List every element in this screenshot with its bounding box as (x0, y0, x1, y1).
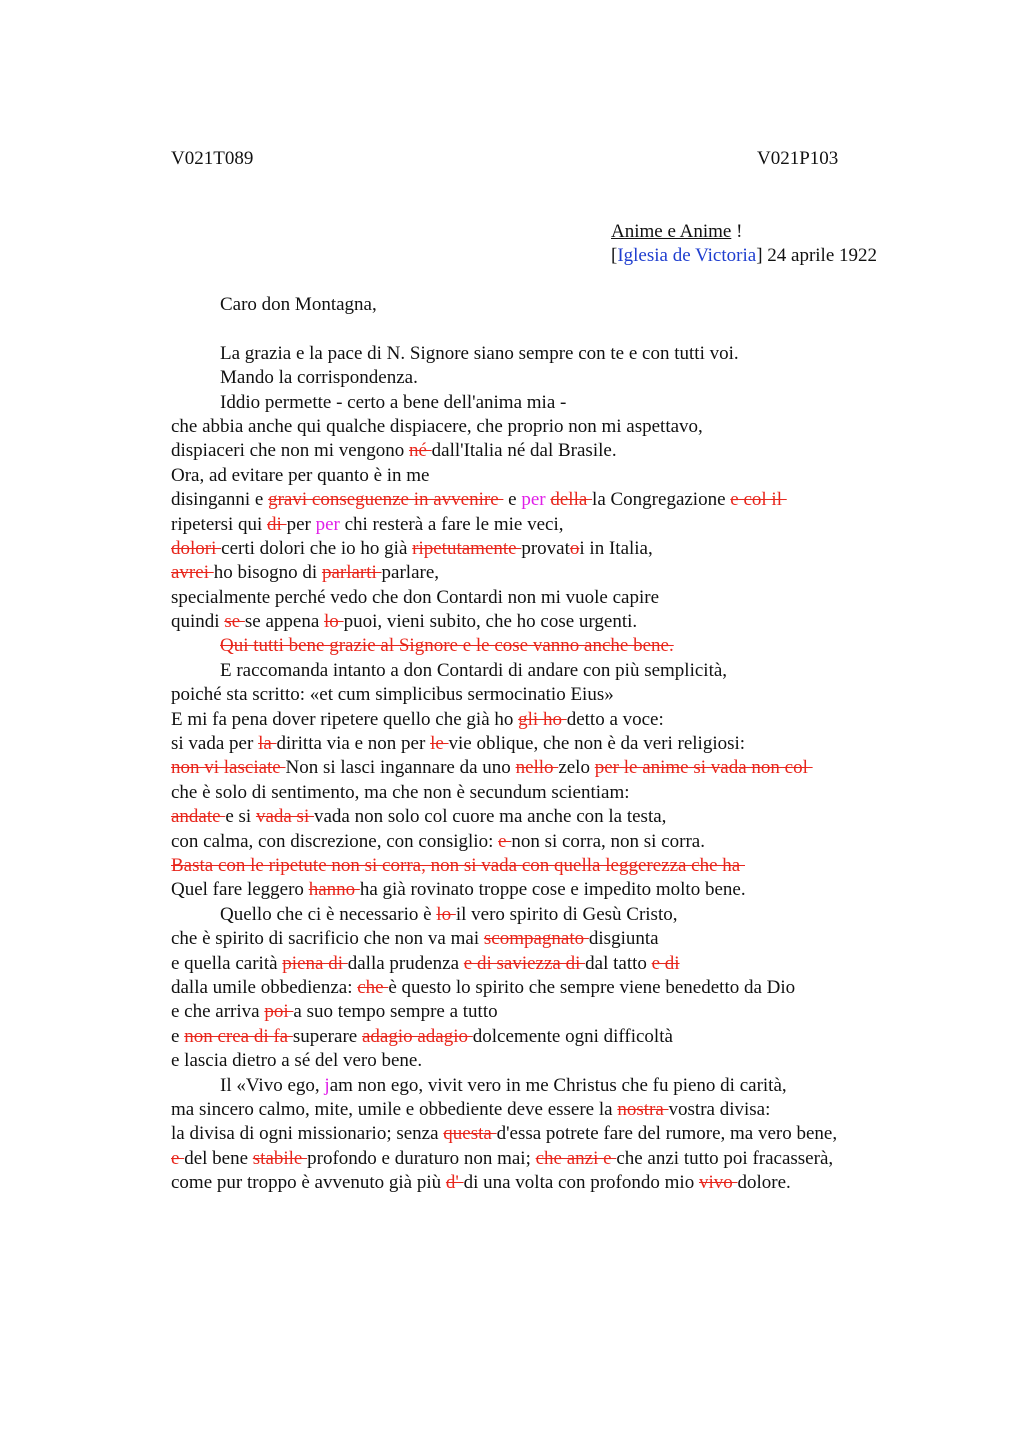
text-segment: Quel fare leggero (171, 879, 309, 901)
deleted-text: ripetutamente (412, 537, 522, 559)
text-segment: ma sincero calmo, mite, umile e obbediente deve essere la (171, 1098, 618, 1120)
deleted-text: gli ho (518, 708, 567, 730)
text-line (171, 634, 991, 658)
text-segment: dolcemente ogni difficoltà (472, 1025, 673, 1047)
letter-body (171, 293, 991, 1195)
deleted-text: parlarti (321, 562, 382, 584)
deleted-text: lo (324, 611, 344, 633)
text-segment: zelo (558, 757, 595, 779)
text-segment: di una volta con profondo mio (463, 1172, 699, 1194)
text-line (171, 1171, 991, 1195)
text-line (171, 439, 991, 463)
text-line (171, 610, 991, 634)
letter-title-suffix: ! (731, 221, 743, 242)
deleted-text: la (258, 733, 277, 755)
letter-title-underlined: Anime e Anime (611, 221, 732, 242)
deleted-text: nostra (617, 1098, 669, 1120)
deleted-text: della (550, 489, 593, 511)
text-segment: Ora, ad evitare per quanto è in me (171, 464, 430, 486)
text-segment: e che arriva (171, 1001, 265, 1023)
text-line (171, 1098, 991, 1122)
text-segment: provat (521, 537, 570, 559)
text-segment: che è spirito di sacrificio che non va mai (171, 928, 484, 950)
text-segment: certi dolori che io ho già (221, 537, 413, 559)
deleted-text: e di (651, 952, 680, 974)
text-segment: che anzi tutto poi fracasserà, (616, 1147, 834, 1169)
text-line (171, 513, 991, 537)
letter-place: Iglesia de Victoria (617, 245, 757, 267)
text-line (171, 1122, 991, 1146)
deleted-text: questa (443, 1123, 497, 1145)
text-line (171, 1074, 991, 1098)
letter-lines (171, 342, 991, 1196)
deleted-text: o (569, 537, 580, 559)
text-segment: specialmente perché vedo che don Contardi non mi vuole capire (171, 586, 660, 608)
text-segment: E raccomanda intanto a don Contardi di andare con più semplicità, (220, 659, 728, 681)
text-segment: detto a voce: (566, 708, 664, 730)
text-segment: vostra divisa: (668, 1098, 771, 1120)
text-segment: dal tatto (585, 952, 652, 974)
deleted-text: gravi conseguenze in avvenire (268, 489, 504, 511)
deleted-text: le (430, 733, 449, 755)
text-line (171, 952, 991, 976)
text-line (171, 927, 991, 951)
text-line (171, 366, 991, 390)
text-segment: a suo tempo sempre a tutto (293, 1001, 498, 1023)
text-segment: dolore. (737, 1172, 791, 1194)
deleted-text: Qui tutti bene grazie al Signore e le cose vanno anche bene. (220, 635, 674, 657)
letter-title (611, 220, 877, 244)
text-segment: e quella carità (171, 952, 283, 974)
inserted-text: per (315, 513, 340, 535)
deleted-text: adagio adagio (361, 1025, 473, 1047)
text-segment: diritta via e non per (276, 733, 431, 755)
text-segment: Il «Vivo ego, (220, 1074, 325, 1096)
text-line (171, 1147, 991, 1171)
text-segment: dalla umile obbedienza: (171, 976, 358, 998)
deleted-text: vivo (698, 1172, 738, 1194)
deleted-text: non crea di fa (184, 1025, 293, 1047)
salutation: Caro don Montagna, (220, 294, 377, 315)
text-segment: superare (292, 1025, 362, 1047)
text-segment: con calma, con discrezione, con consiglio: (171, 830, 499, 852)
deleted-text: vada si (255, 806, 314, 828)
deleted-text: e (171, 1147, 185, 1169)
text-segment: vie oblique, che non è da veri religiosi: (448, 733, 746, 755)
text-segment: La grazia e la pace di N. Signore siano sempre con te e con tutti voi. (220, 342, 739, 364)
deleted-text: dolori (171, 537, 222, 559)
text-line (171, 537, 991, 561)
text-segment: poiché sta scritto: «et cum simplicibus sermocinatio Eius» (171, 684, 614, 706)
text-segment: ripetersi qui (171, 513, 268, 535)
text-segment: e si (225, 806, 256, 828)
text-segment: e lascia dietro a sé del vero bene. (171, 1050, 423, 1072)
deleted-text: e col il (730, 489, 787, 511)
text-segment: ha già rovinato troppe cose e impedito molto bene. (359, 879, 746, 901)
text-segment: i in Italia, (579, 537, 653, 559)
text-line (171, 976, 991, 1000)
deleted-text: non vi lasciate (171, 757, 286, 779)
letter-heading (611, 220, 877, 269)
text-segment: ho bisogno di (213, 562, 322, 584)
text-segment: se appena (244, 611, 325, 633)
text-segment: disgiunta (588, 928, 659, 950)
text-line (171, 1025, 991, 1049)
document-code-right: V021P103 (757, 148, 839, 169)
letter-place-date: [Iglesia de Victoria] 24 aprile 1922 (611, 245, 878, 267)
deleted-text: hanno (308, 879, 360, 901)
text-segment: e (171, 1025, 185, 1047)
deleted-text: e (498, 830, 512, 852)
text-line (171, 586, 991, 610)
text-line (171, 781, 991, 805)
text-segment: chi resterà a fare le mie veci, (339, 513, 564, 535)
text-line (171, 830, 991, 854)
text-segment: profondo e duraturo non mai; (307, 1147, 536, 1169)
text-line (171, 708, 991, 732)
text-segment: vada non solo col cuore ma anche con la testa, (313, 806, 667, 828)
text-segment: quindi (171, 611, 225, 633)
text-line (171, 1049, 991, 1073)
text-segment: è questo lo spirito che sempre viene benedetto da Dio (388, 976, 796, 998)
text-segment: Quello che ci è necessario è (220, 903, 437, 925)
text-line (171, 464, 991, 488)
text-line (171, 854, 991, 878)
text-line (171, 805, 991, 829)
deleted-text: Basta con le ripetute non si corra, non si vada con quella leggerezza che ha (171, 854, 745, 876)
text-line (171, 878, 991, 902)
deleted-text: piena di (282, 952, 348, 974)
text-segment: per (286, 513, 316, 535)
deleted-text: e di saviezza di (463, 952, 586, 974)
text-line (171, 756, 991, 780)
text-segment: si vada per (171, 733, 259, 755)
text-segment: E mi fa pena dover ripetere quello che già ho (171, 708, 519, 730)
text-line (171, 903, 991, 927)
text-segment: dalla prudenza (347, 952, 464, 974)
text-segment: non si corra, non si corra. (511, 830, 705, 852)
deleted-text: né (408, 440, 432, 462)
text-segment: del bene (184, 1147, 253, 1169)
text-segment: la Congregazione (592, 489, 731, 511)
text-segment: d'essa potrete fare del rumore, ma vero bene, (496, 1123, 838, 1145)
text-segment: Iddio permette - certo a bene dell'anima mia - (220, 391, 567, 413)
text-line (171, 391, 991, 415)
deleted-text: se (224, 611, 245, 633)
deleted-text: che (357, 976, 389, 998)
text-segment: Non si lasci ingannare da uno (285, 757, 516, 779)
text-segment: la divisa di ogni missionario; senza (171, 1123, 444, 1145)
deleted-text: nello (515, 757, 559, 779)
text-segment: dispiaceri che non mi vengono (171, 440, 409, 462)
text-line (171, 683, 991, 707)
deleted-text: che anzi e (535, 1147, 617, 1169)
inserted-text: j (324, 1074, 330, 1096)
text-line (171, 732, 991, 756)
text-segment: Mando la corrispondenza. (220, 367, 418, 389)
deleted-text: per le anime si vada non col (594, 757, 813, 779)
text-line (171, 659, 991, 683)
text-segment: disinganni e (171, 489, 269, 511)
text-segment: parlare, (381, 562, 440, 584)
text-segment: dall'Italia né dal Brasile. (431, 440, 617, 462)
inserted-text: per (521, 489, 546, 511)
text-line (171, 1000, 991, 1024)
text-segment: che è solo di sentimento, ma che non è secundum scientiam: (171, 781, 630, 803)
deleted-text: poi (264, 1001, 294, 1023)
text-line (171, 561, 991, 585)
text-segment: il vero spirito di Gesù Cristo, (455, 903, 678, 925)
text-line (171, 488, 991, 512)
deleted-text: d' (445, 1172, 464, 1194)
paragraph-gap (171, 317, 991, 341)
text-line (171, 342, 991, 366)
deleted-text: di (267, 513, 287, 535)
deleted-text: lo (436, 903, 456, 925)
text-segment: e (503, 489, 522, 511)
text-segment: che abbia anche qui qualche dispiacere, che proprio non mi aspettavo, (171, 415, 703, 437)
text-segment: am non ego, vivit vero in me Christus che fu pieno di carità, (329, 1074, 787, 1096)
deleted-text: stabile (252, 1147, 308, 1169)
document-code-left: V021T089 (171, 148, 254, 169)
deleted-text: scompagnato (483, 928, 589, 950)
text-segment: puoi, vieni subito, che ho cose urgenti. (343, 611, 638, 633)
deleted-text: avrei (171, 562, 214, 584)
text-segment: come pur troppo è avvenuto già più (171, 1172, 446, 1194)
deleted-text: andate (171, 806, 226, 828)
letter-date: 24 aprile 1922 (767, 245, 878, 267)
text-line (171, 415, 991, 439)
